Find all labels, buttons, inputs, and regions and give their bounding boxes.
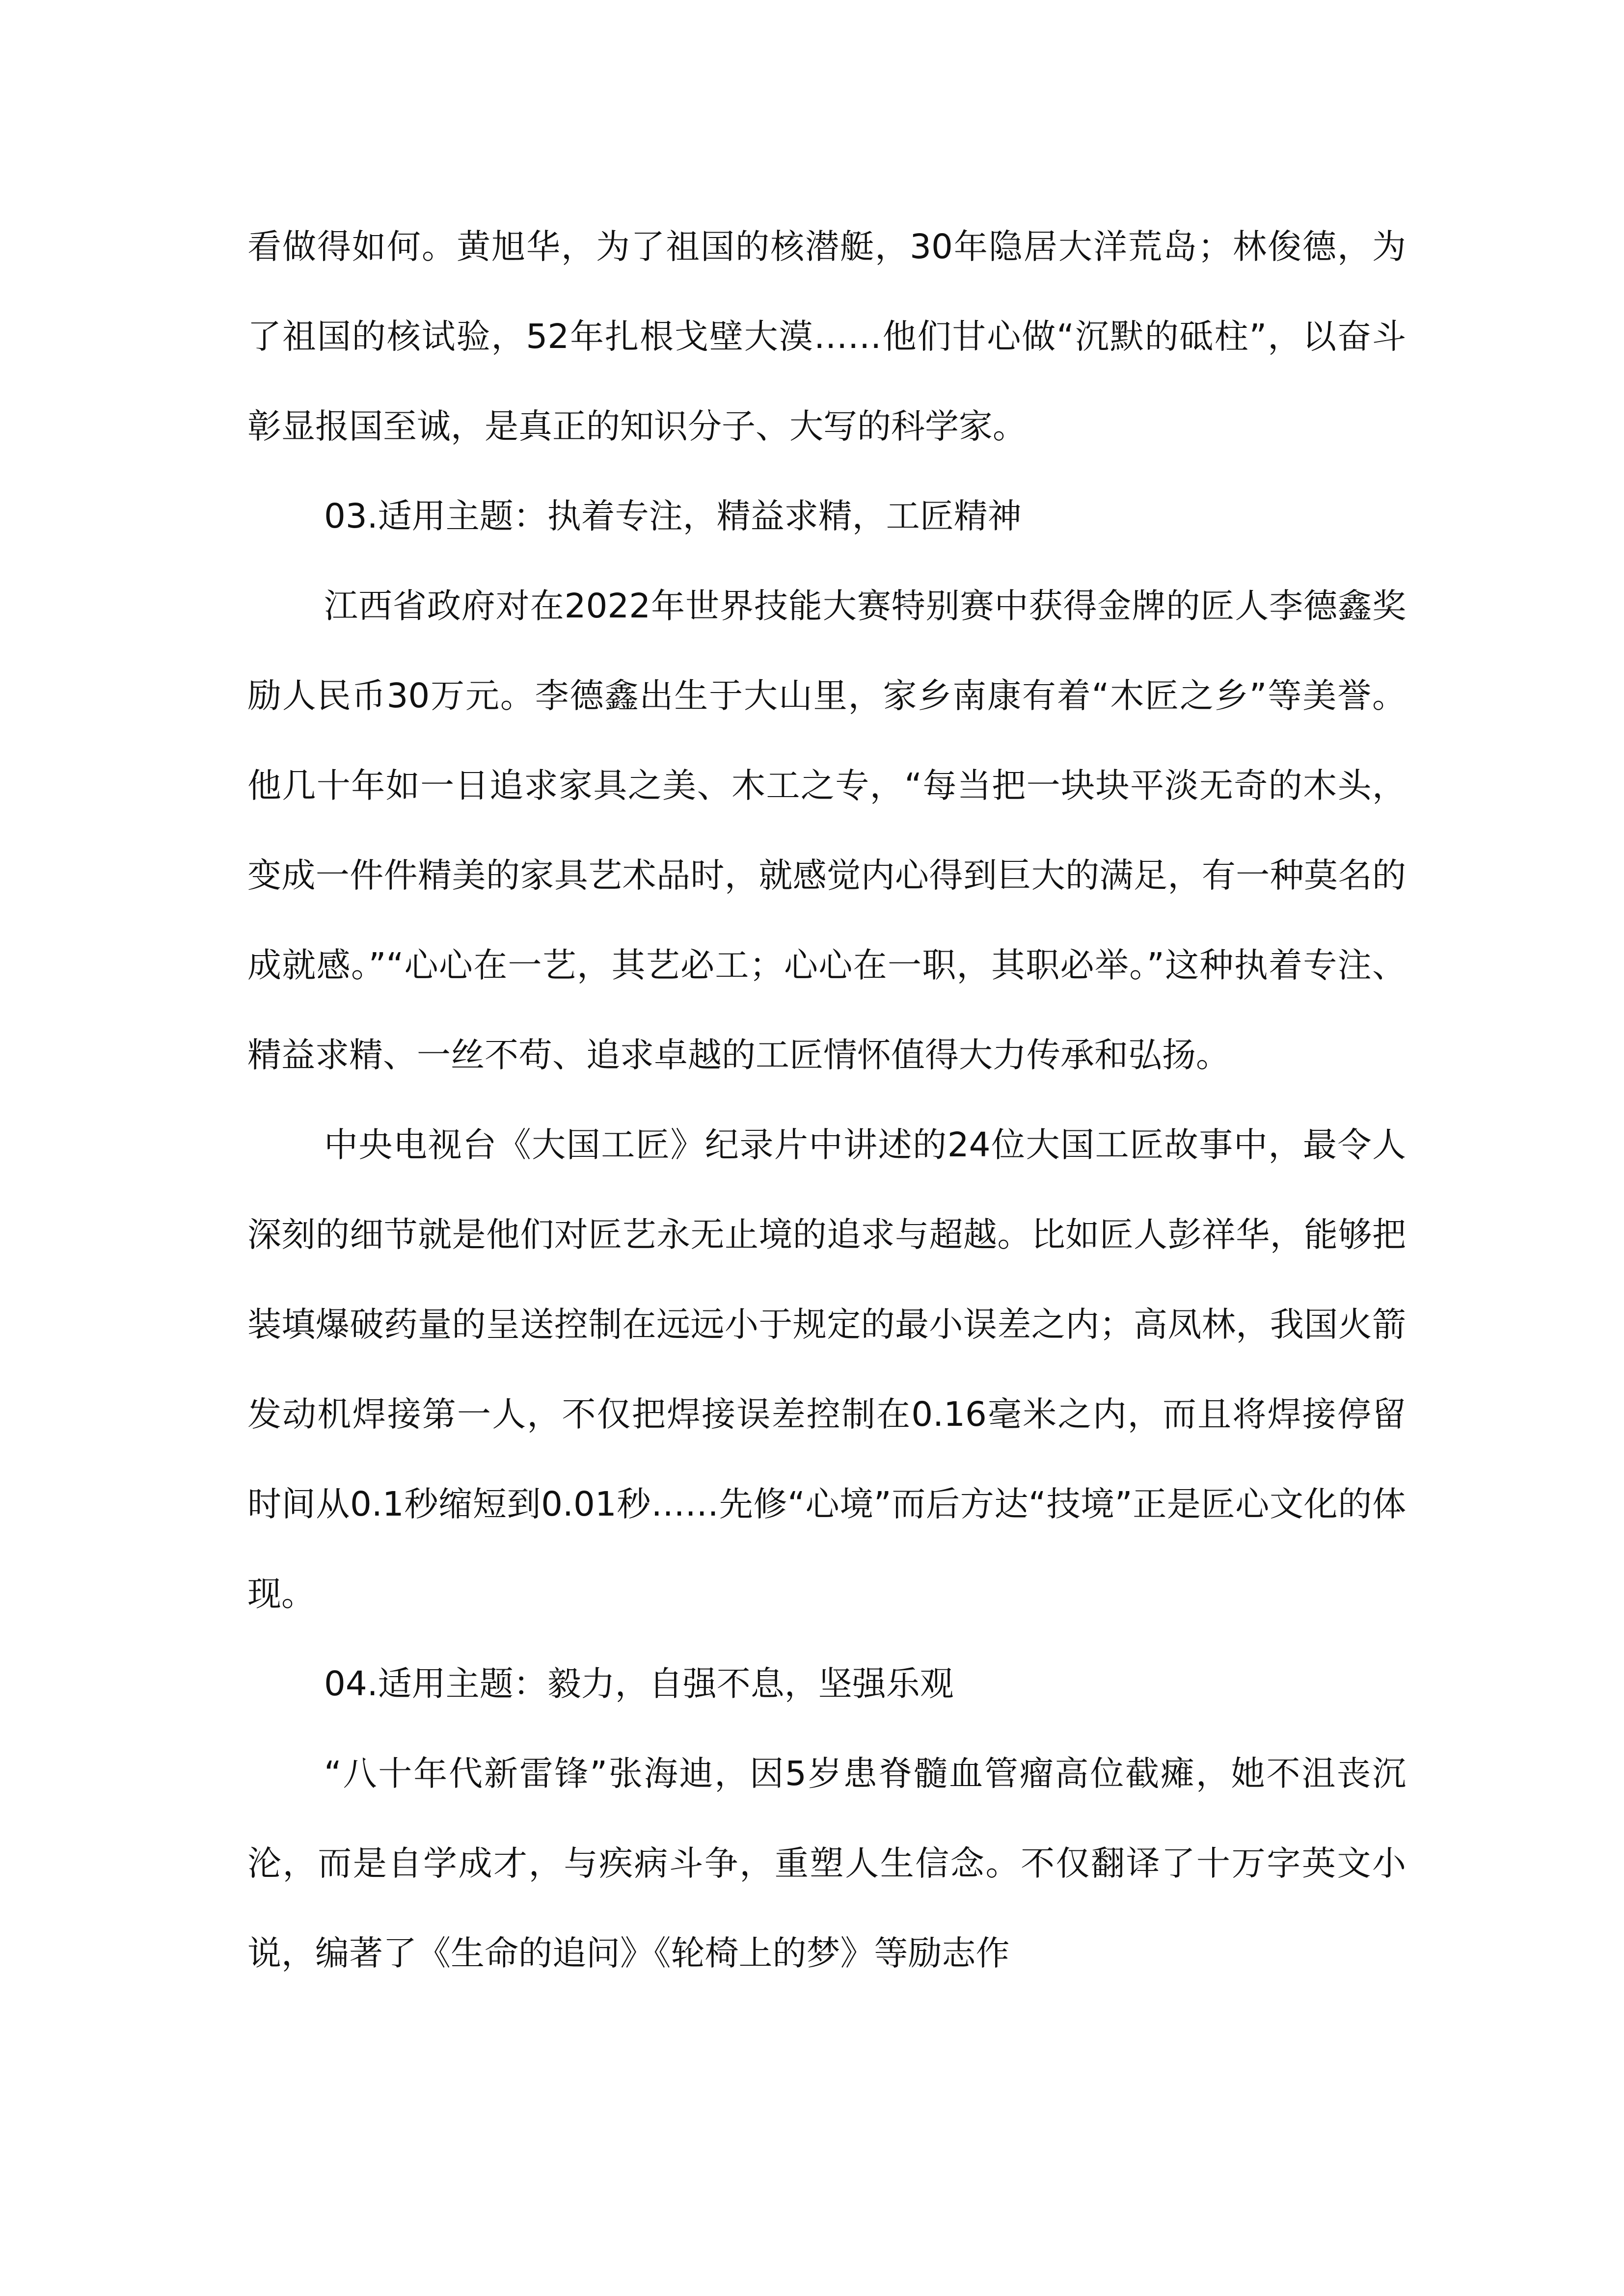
section-heading-04: 04.适用主题：毅力，自强不息，坚强乐观 xyxy=(324,1664,954,1704)
section-heading-03: 03.适用主题：执着专注，精益求精，工匠精神 xyxy=(324,497,1022,536)
paragraph-li-dexin: 江西省政府对在2022年世界技能大赛特别赛中获得金牌的匠人李德鑫奖励人民币30万元。李德鑫出生于大山里，家乡南康有着“木匠之乡”等美誉。他几十年如一日追求家具之美、木工之专，“每当把一块块平淡无奇的木头，变成一件件精美的家具艺术品时，就感觉内心得到巨大的满足，有一种莫名的成就感。”“心心在一艺，其艺必工；心心在一职，其职必举。”这种执着专注、精益求精、一丝不苟、追求卓越的工匠情怀值得大力传承和弘扬。 xyxy=(247,587,1406,1075)
paragraph-zhang-haidi: “八十年代新雷锋”张海迪，因5岁患脊髓血管瘤高位截瘫，她不沮丧沉沦，而是自学成才，与疾病斗争，重塑人生信念。不仅翻译了十万字英文小说，编著了《生命的追问》《轮椅上的梦》等励志作 xyxy=(247,1754,1406,1973)
document-body xyxy=(247,202,1406,1999)
paragraph-huang-lin: 看做得如何。黄旭华，为了祖国的核潜艇，30年隐居大洋荒岛；林俊德，为了祖国的核试验，52年扎根戈壁大漠……他们甘心做“沉默的砥柱”，以奋斗彰显报国至诚，是真正的知识分子、大写的科学家。 xyxy=(247,227,1406,446)
paragraph-great-craftsmen: 中央电视台《大国工匠》纪录片中讲述的24位大国工匠故事中，最令人深刻的细节就是他们对匠艺永无止境的追求与超越。比如匠人彭祥华，能够把装填爆破药量的呈送控制在远远小于规定的最小误差之内；高凤林，我国火箭发动机焊接第一人，不仅把焊接误差控制在0.16毫米之内，而且将焊接停留时间从0.1秒缩短到0.01秒……先修“心境”而后方达“技境”正是匠心文化的体现。 xyxy=(247,1125,1406,1614)
